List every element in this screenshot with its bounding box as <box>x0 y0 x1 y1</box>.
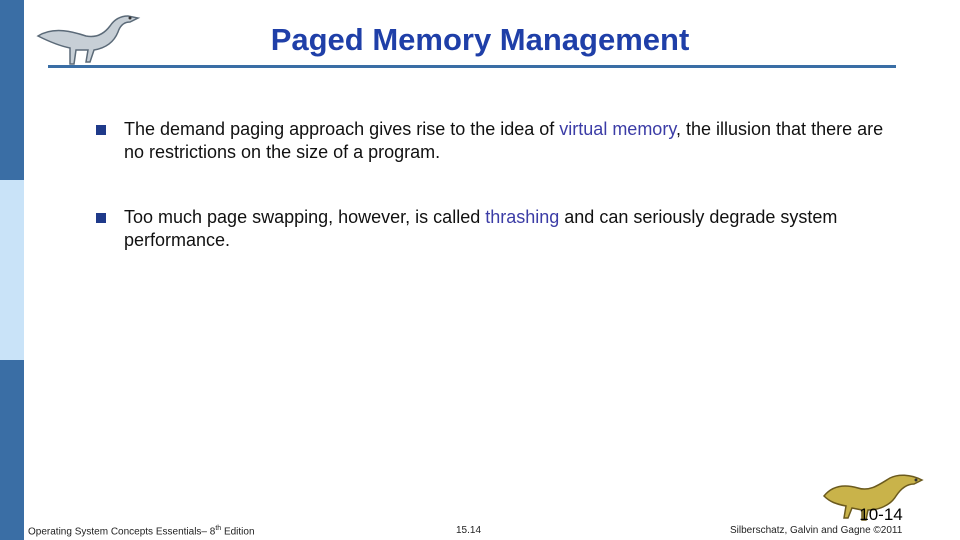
slide-number: 10-14 <box>859 505 903 524</box>
footer-book-title: Operating System Concepts Essentials– 8th Edition <box>28 525 255 538</box>
bullet-list <box>96 118 896 294</box>
slide-title: Paged Memory Management <box>270 22 690 57</box>
bullet-item <box>96 206 896 252</box>
dinosaur-logo-icon <box>34 6 146 66</box>
bullet-text: Too much page swapping, however, is called <box>124 207 486 227</box>
bullet-square-icon <box>96 125 106 135</box>
left-sidebar <box>0 0 24 540</box>
sidebar-segment-bottom <box>0 360 24 540</box>
bullet-term: thrashing <box>485 207 560 227</box>
bullet-text: , the illusion that there are no restrictions on the size of a program. <box>124 119 884 162</box>
bullet-text: and can seriously degrade system performance. <box>124 207 838 250</box>
bullet-text: The demand paging approach gives rise to the idea of <box>124 119 560 139</box>
title-divider <box>48 65 896 68</box>
sidebar-segment-top <box>0 0 24 180</box>
bullet-square-icon <box>96 213 106 223</box>
sidebar-segment-middle <box>0 180 24 360</box>
bullet-item <box>96 118 896 164</box>
footer-copyright: Silberschatz, Galvin and Gagne ©2011 <box>730 525 903 536</box>
footer-page-number: 15.14 <box>456 525 482 536</box>
bullet-term: virtual memory <box>559 119 676 139</box>
